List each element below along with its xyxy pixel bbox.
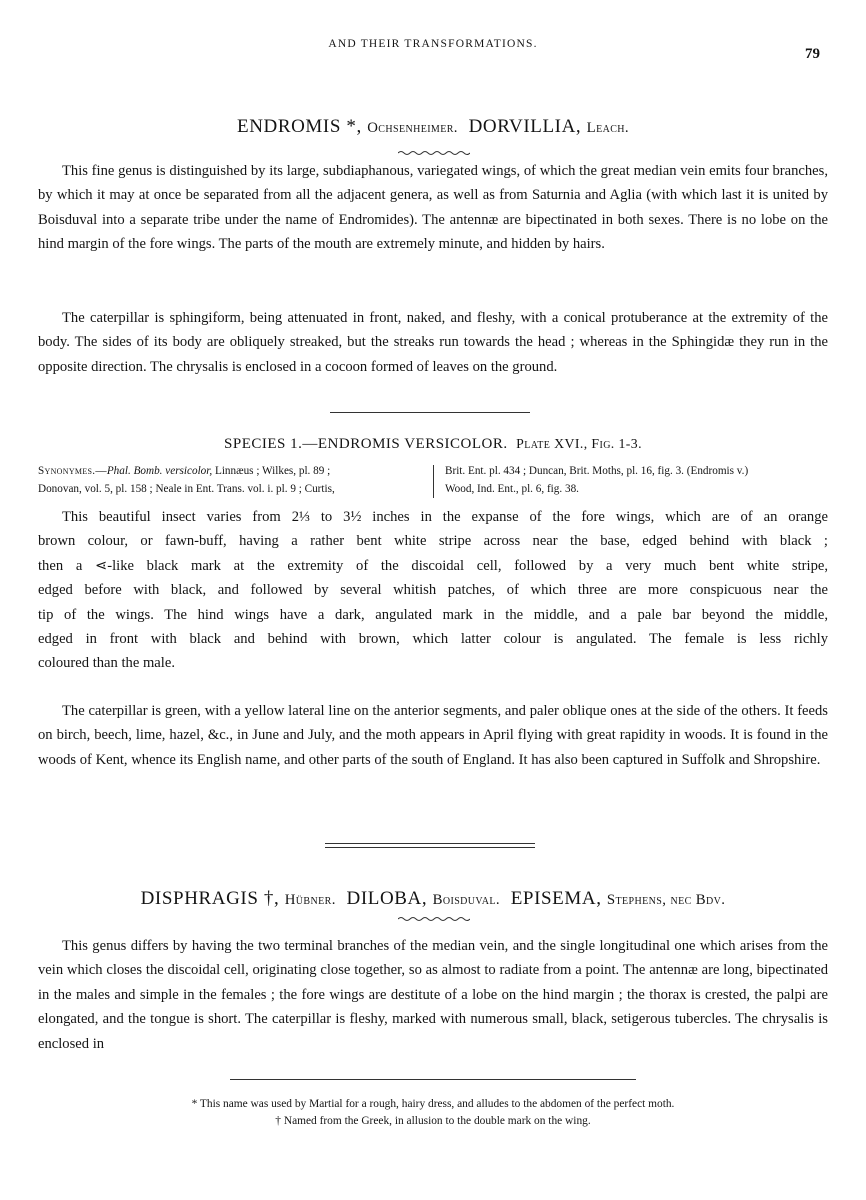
footnote-1: * This name was used by Martial for a rough, hairy dress, and alludes to the abdomen of the perfect moth. xyxy=(191,1098,675,1110)
paragraph-line: then a ⋖-like black mark at the extremity of the discoidal cell, followed by a very much bent white stripe, xyxy=(38,557,828,574)
footnote-mark: *, xyxy=(346,116,362,137)
species-caterpillar-paragraph: The caterpillar is green, with a yellow lateral line on the anterior segments, and paler oblique ones at the side of the others. It feeds on birch, beech, lime, hazel, &c., in June and July, and the moth appears in April flying with great rapidity in woods. It is found in the woods of Kent, whence its English name, and other parts of the south of England. It has also been captured in Suffolk and Shropshire. xyxy=(38,703,828,768)
running-head: AND THEIR TRANSFORMATIONS. xyxy=(328,38,538,50)
paragraph-line: coloured than the male. xyxy=(38,655,175,672)
synonym-left-line2: Donovan, vol. 5, pl. 158 ; Neale in Ent. Trans. vol. i. pl. 9 ; Curtis, xyxy=(38,482,335,495)
synonyms-divider xyxy=(433,465,434,498)
section-rule xyxy=(330,412,530,413)
synonyms-label: Synonymes.— xyxy=(38,465,107,477)
genus-name: ENDROMIS xyxy=(236,116,342,137)
genus-heading-endromis xyxy=(30,116,836,138)
genus-synonym: EPISEMA, xyxy=(510,888,602,909)
synonym-right-line2: Wood, Ind. Ent., pl. 6, fig. 38. xyxy=(445,482,579,495)
species-description-paragraph xyxy=(38,505,828,676)
genus-author: Hübner. xyxy=(284,892,336,908)
paragraph-line: tip of the wings. The hind wings have a dark, angulated mark in the middle, and a pale bar beyond the middle, xyxy=(38,606,828,623)
ornament-squiggle xyxy=(398,916,470,922)
double-rule-top xyxy=(325,843,535,844)
footnote-rule xyxy=(230,1079,636,1080)
page-number: 79 xyxy=(805,46,820,62)
synonym-italic: Phal. Bomb. versicolor, xyxy=(106,465,213,477)
genus-synonym: DORVILLIA, xyxy=(468,116,582,137)
species-heading xyxy=(30,436,836,453)
disphragis-paragraph: This genus differs by having the two terminal branches of the median vein, and the single longitudinal one which arises from the vein which closes the discoidal cell, originating close together, so as almost to radiate from a point. The antennæ are long, bipectinated in the males and simple in the females ; the fore wings are destitute of a lobe on the hind margin ; the thorax is crested, the palpi are elongated, and the tongue is short. The caterpillar is fleshy, marked with numerous small, black, setigerous tubercles. The chrysalis is enclosed in xyxy=(38,938,828,1052)
genus-heading-disphragis xyxy=(30,888,836,910)
genus-name: DISPHRAGIS xyxy=(140,888,259,909)
footnote-mark: †, xyxy=(263,888,280,909)
footnote-2: † Named from the Greek, in allusion to the double mark on the wing. xyxy=(275,1115,591,1127)
plate-reference: Plate XVI., Fig. 1-3. xyxy=(516,436,642,451)
synonyms-left xyxy=(38,463,335,498)
ornament-squiggle xyxy=(398,150,470,156)
synonym-author: Leach. xyxy=(586,120,629,136)
caterpillar-paragraph: The caterpillar is sphingiform, being attenuated in front, naked, and fleshy, with a conical protuberance at the extremity of the body. The sides of its body are obliquely streaked, but the streaks run towards the head ; whereas in the Sphingidæ they run in the opposite direction. The chrysalis is enclosed in a cocoon formed of leaves on the ground. xyxy=(38,310,828,375)
paragraph-line: edged in front with black and behind with brown, which latter colour is angulated. The female is less richly xyxy=(38,631,828,648)
paragraph-line: This beautiful insect varies from 2⅓ to 3½ inches in the expanse of the fore wings, which are of an orange xyxy=(62,509,828,525)
paragraph-line: brown colour, or fawn-buff, having a rather bent white stripe across near the base, edged behind with black ; xyxy=(38,533,828,550)
synonym-right-line1: Brit. Ent. pl. 434 ; Duncan, Brit. Moths, pl. 16, fig. 3. (Endromis v.) xyxy=(445,465,749,477)
genus-author: Ochsenheimer. xyxy=(367,120,458,136)
species-title: SPECIES 1.—ENDROMIS VERSICOLOR. xyxy=(224,436,508,452)
synonyms-right xyxy=(445,463,748,498)
synonym-author: Boisduval. xyxy=(432,892,500,908)
synonym-author: Stephens, nec Bdv. xyxy=(606,892,726,908)
double-rule-bottom xyxy=(325,847,535,848)
genus-description-paragraph: This fine genus is distinguished by its large, subdiaphanous, variegated wings, of which the great median vein emits four branches, by which it may at once be separated from all the adjacent genera, as well as from Saturnia and Aglia (with which last it is united by Boisduval into a separate tribe under the name of Endromides). The antennæ are bipectinated in both sexes. There is no lobe on the hind margin of the fore wings. The parts of the mouth are extremely minute, and hidden by hairs. xyxy=(38,163,828,253)
paragraph-line: edged before with black, and followed by several whitish patches, of which three are more conspicuous near the xyxy=(38,582,828,599)
genus-synonym: DILOBA, xyxy=(346,888,428,909)
synonym-left-line1: Linnæus ; Wilkes, pl. 89 ; xyxy=(214,465,331,477)
